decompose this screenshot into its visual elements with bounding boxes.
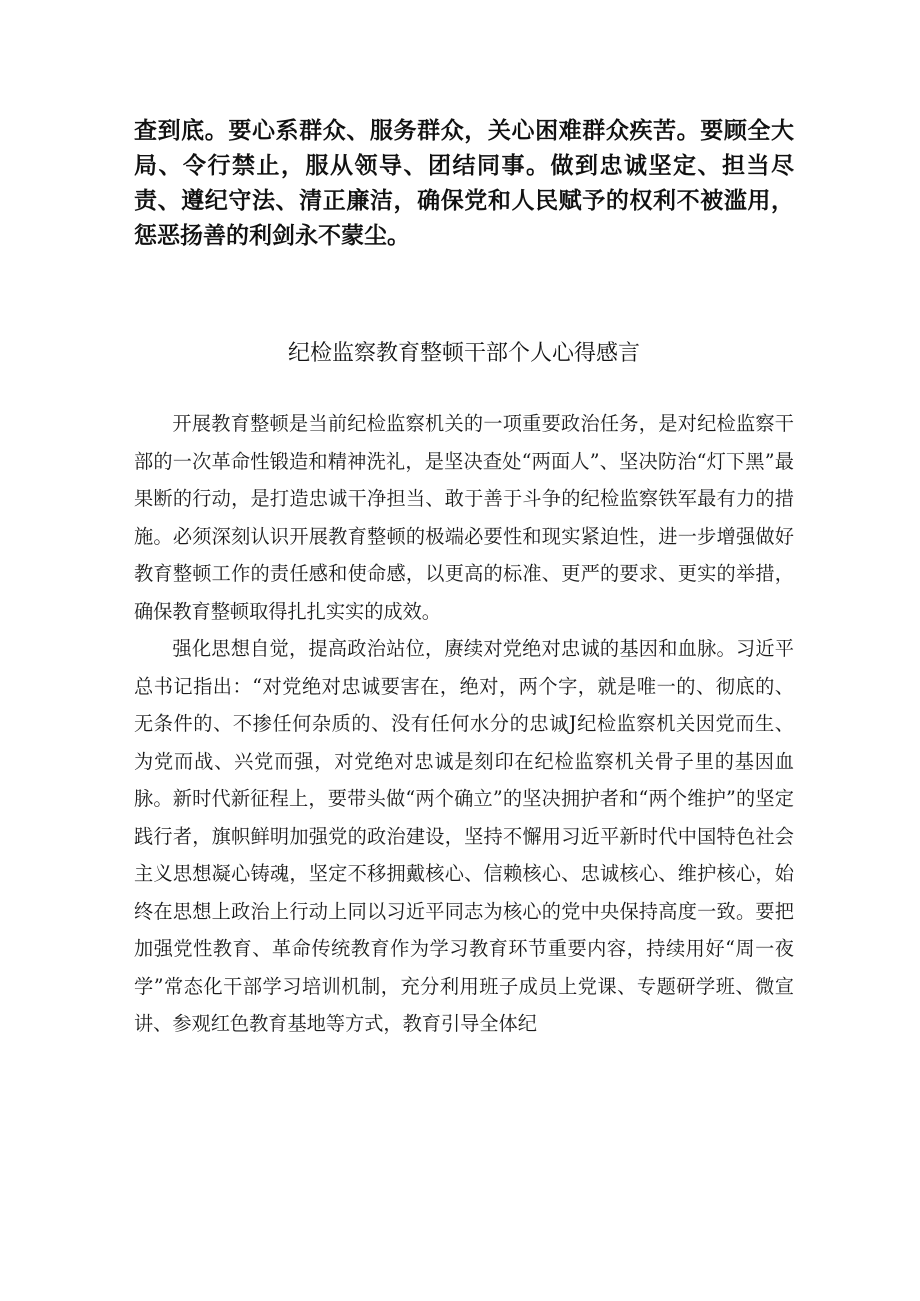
- body-paragraph-1: 开展教育整顿是当前纪检监察机关的一项重要政治任务，是对纪检监察干部的一次革命性锻造和精神洗礼，是坚决查处“两面人”、坚决防治“灯下黑”最果断的行动，是打造忠诚干净担当、敢于善于斗争的纪检监察铁军最有力的措施。必须深刻认识开展教育整顿的极端必要性和现实紧迫性，进一步增强做好教育整顿工作的责任感和使命感，以更高的标准、更严的要求、更实的举措，确保教育整顿取得扎扎实实的成效。: [134, 412, 794, 623]
- document-body: [134, 405, 794, 1043]
- document-title: 纪检监察教育整顿干部个人心得感言: [287, 341, 640, 366]
- continuation-paragraph: 查到底。要心系群众、服务群众，关心困难群众疾苦。要顾全大局、令行禁止，服从领导、团结同事。做到忠诚坚定、担当尽责、遵纪守法、清正廉洁，确保党和人民赋予的权利不被滥用，惩恶扬善的利剑永不蒙尘。: [134, 118, 794, 249]
- body-paragraph-2: 强化思想自觉，提高政治站位，赓续对党绝对忠诚的基因和血脉。习近平总书记指出：“对党绝对忠诚要害在，绝对，两个字，就是唯一的、彻底的、无条件的、不掺任何杂质的、没有任何水分的忠诚J纪检监察机关因党而生、为党而战、兴党而强，对党绝对忠诚是刻印在纪检监察机关骨子里的基因血脉。新时代新征程上，要带头做“两个确立”的坚决拥护者和“两个维护”的坚定践行者，旗帜鲜明加强党的政治建设，坚持不懈用习近平新时代中国特色社会主义思想凝心铸魂，坚定不移拥戴核心、信赖核心、忠诚核心、维护核心，始终在思想上政治上行动上同以习近平同志为核心的党中央保持高度一致。要把加强党性教育、革命传统教育作为学习教育环节重要内容，持续用好“周一夜学”常态化干部学习培训机制，充分利用班子成员上党课、专题研学班、微宣讲、参观红色教育基地等方式，教育引导全体纪: [134, 637, 794, 1035]
